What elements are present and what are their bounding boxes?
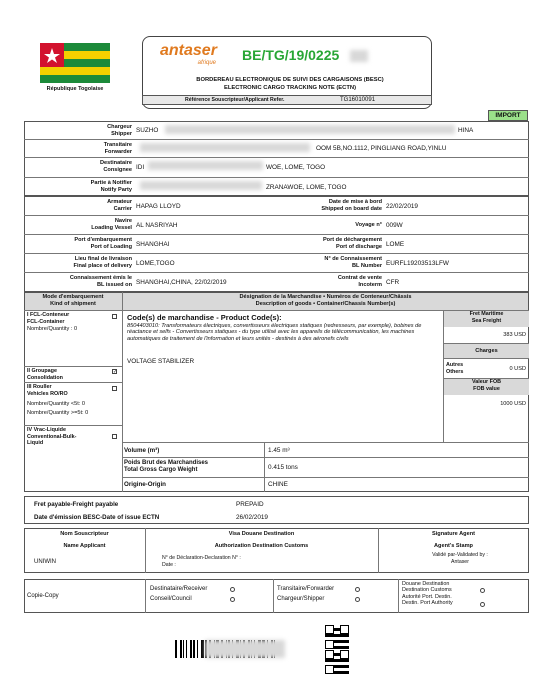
weight-value: 0.415 tons: [268, 464, 298, 471]
customs-radio[interactable]: [480, 588, 485, 593]
doc-title-fr: BORDEREAU ELECTRONIQUE DE SUIVI DES CARGAISONS (BESC): [196, 77, 384, 83]
issued-label: Connaissement émis le BL issued on: [69, 275, 132, 288]
groupage-label: II Groupage Consolidation: [27, 368, 63, 381]
others-label: Autres Others: [446, 362, 464, 375]
carrier-label: Armateur Carrier: [107, 199, 132, 212]
incoterm-value: CFR: [386, 279, 400, 286]
vessel-value: AL NASRIYAH: [136, 222, 178, 229]
code-blur: [350, 50, 368, 62]
issue-date-value: 26/02/2019: [236, 514, 268, 521]
volume-label: Volume (m³): [124, 447, 160, 454]
freight-payable-label: Fret payable-Freight payable: [34, 501, 119, 508]
code-title: Code(s) de marchandise - Product Code(s):: [127, 313, 282, 322]
freight-payable-value: PREPAID: [236, 501, 264, 508]
shipper-label: Chargeur Shipper: [107, 124, 132, 137]
shipdate-value: 22/02/2019: [386, 203, 418, 210]
agent-header: Signature Agent: [432, 531, 475, 537]
fcl-qty: Nombre/Quantity : 0: [27, 326, 78, 332]
forwarder-label: Transitaire Forwarder: [103, 142, 132, 155]
volume-value: 1.45 m³: [268, 447, 290, 454]
desc-header: Désignation de la Marchandise • Numéros de Conteneur/Châssis Description of goods • Container/Chassis Number(s): [239, 294, 412, 307]
roro-label: III Rouller Vehicles RO/RO: [27, 384, 68, 397]
groupage-checkbox[interactable]: ✓: [113, 369, 118, 375]
weight-label: Poids Brut des Marchandises Total Gross Cargo Weight: [124, 460, 209, 473]
applicant-ref-value: TG16010091: [340, 97, 376, 103]
fob-value: 1000 USD: [500, 401, 526, 407]
bulk-label: IV Vrac-Liquide Conventional-Bulk- Liquid: [27, 427, 77, 446]
copy-customs: Douane Destination Destination Customs: [402, 581, 452, 594]
barcode-blur: [205, 640, 285, 658]
issue-date-label: Date d'émission BESC-Date of issue ECTN: [34, 514, 160, 521]
pod-value: LOME: [386, 241, 405, 248]
voyage-value: 009W: [386, 222, 403, 229]
antaser-logo: [160, 42, 230, 70]
flag-icon: [40, 43, 110, 83]
fob-title: Valeur FOB FOB value: [444, 379, 529, 395]
freight-title: Fret Maritime Sea Freight: [444, 311, 529, 327]
goods-description: VOLTAGE STABILIZER: [127, 358, 195, 365]
logo-subtext: afrique: [197, 60, 216, 66]
bl-label: N° de Connaissement BL Number: [324, 256, 382, 269]
consignee-label: Destinataire Consignee: [99, 160, 132, 173]
copy-receiver: Destinataire/Receiver: [150, 586, 208, 592]
copy-label: Copie-Copy: [27, 593, 59, 599]
copy-council: Conseil/Council: [150, 596, 192, 602]
forwarder-blur: [140, 143, 310, 152]
pod-label: Port de déchargement Port of discharge: [322, 237, 382, 250]
logo-text: antaser: [160, 42, 217, 59]
carrier-value: HAPAG LLOYD: [136, 203, 181, 210]
forwarder-radio[interactable]: [355, 587, 360, 592]
code-text: 8504403010: Transformateurs électriques, convertisseurs électriques statiques (redresseurs, par exemple), bobines de réactance et selfs - Convertisseurs statiques - du type utilisé avec les appareils de télécommunication, les machines automatiques de traitement de l'information et leurs unités - destinés à des aéronefs civils: [127, 323, 422, 342]
qr-code-top: [325, 625, 349, 649]
validated-text: Validé par-Validated by : Antaser: [432, 552, 488, 565]
charges-title: Charges: [444, 344, 529, 358]
shipper-radio[interactable]: [355, 597, 360, 602]
consignee-value-2: WOE, LOME, TOGO: [266, 164, 326, 171]
shipper-blur: [165, 125, 455, 134]
delivery-label: Lieu final de livraison Final place of delivery: [73, 256, 132, 269]
forwarder-value: OOM 5B,NO.1112, PINGLIANG ROAD,YINLU: [316, 145, 447, 152]
mode-header: Mode d'embarquement Kind of shipment: [42, 294, 104, 307]
applicant-ref-label: Référence Souscripteur/Applicant Refer.: [185, 97, 285, 103]
auth-sub: Authorization Destination Customs: [214, 543, 309, 549]
roro-qty-1: Nombre/Quantity <5t: 0: [27, 401, 85, 407]
incoterm-label: Contrat de vente Incoterm: [337, 275, 382, 288]
bl-value: EURFL19203513LFW: [386, 260, 449, 267]
notify-blur: [140, 181, 262, 190]
roro-qty-2: Nombre/Quantity >=5t: 0: [27, 410, 89, 416]
pol-label: Port d'embarquement Port of Loading: [74, 237, 132, 250]
togo-flag: [40, 43, 110, 83]
ectn-code: BE/TG/19/0225: [242, 47, 340, 63]
visa-header: Visa Douane Destination: [228, 531, 295, 537]
copy-port-authority: Autorité Port. Destin. Destin. Port Authority: [402, 594, 453, 607]
origin-label: Origine-Origin: [124, 481, 166, 488]
declaration-text: N° de Déclaration-Declaration N° : Date :: [162, 555, 241, 568]
applicant-name: UNIWIN: [34, 559, 56, 565]
others-value: 0 USD: [509, 366, 526, 372]
copy-shipper: Chargeur/Shipper: [277, 596, 325, 602]
notify-label: Partie à Notifier Notify Party: [90, 180, 132, 193]
shipper-value: SUZHO: [136, 127, 159, 134]
import-badge: IMPORT: [488, 110, 528, 121]
roro-checkbox[interactable]: [112, 386, 117, 391]
shipper-value-2: HINA: [458, 127, 474, 134]
stamp-sub: Agent's Stamp: [434, 543, 473, 549]
delivery-value: LOME,TOGO: [136, 260, 175, 267]
receiver-radio[interactable]: [230, 587, 235, 592]
fcl-checkbox[interactable]: [112, 314, 117, 319]
qr-code-bottom: [325, 650, 349, 674]
notify-value: ZRANAWOE, LOME, TOGO: [266, 184, 347, 191]
council-radio[interactable]: [230, 597, 235, 602]
applicant-sub: Name Applicant: [63, 543, 106, 549]
consignee-value: IDI: [136, 164, 145, 171]
applicant-header: Nom Souscripteur: [60, 531, 109, 537]
bulk-checkbox[interactable]: [112, 434, 117, 439]
freight-value: 383 USD: [503, 332, 526, 338]
port-authority-radio[interactable]: [480, 602, 485, 607]
fcl-label: I FCL-Conteneur FCL-Container: [27, 312, 70, 325]
issued-value: SHANGHAI,CHINA, 22/02/2019: [136, 279, 227, 286]
pol-value: SHANGHAI: [136, 241, 170, 248]
copy-forwarder: Transitaire/Forwarder: [277, 586, 335, 592]
origin-value: CHINE: [268, 481, 288, 488]
voyage-label: Voyage n°: [355, 222, 382, 228]
country-name: République Togolaise: [46, 86, 104, 92]
vessel-label: Navire Loading Vessel: [91, 218, 132, 231]
shipdate-label: Date de mise à bord Shipped on board date: [321, 199, 382, 212]
doc-title-en: ELECTRONIC CARGO TRACKING NOTE (ECTN): [223, 85, 357, 91]
consignee-blur: [148, 161, 263, 170]
